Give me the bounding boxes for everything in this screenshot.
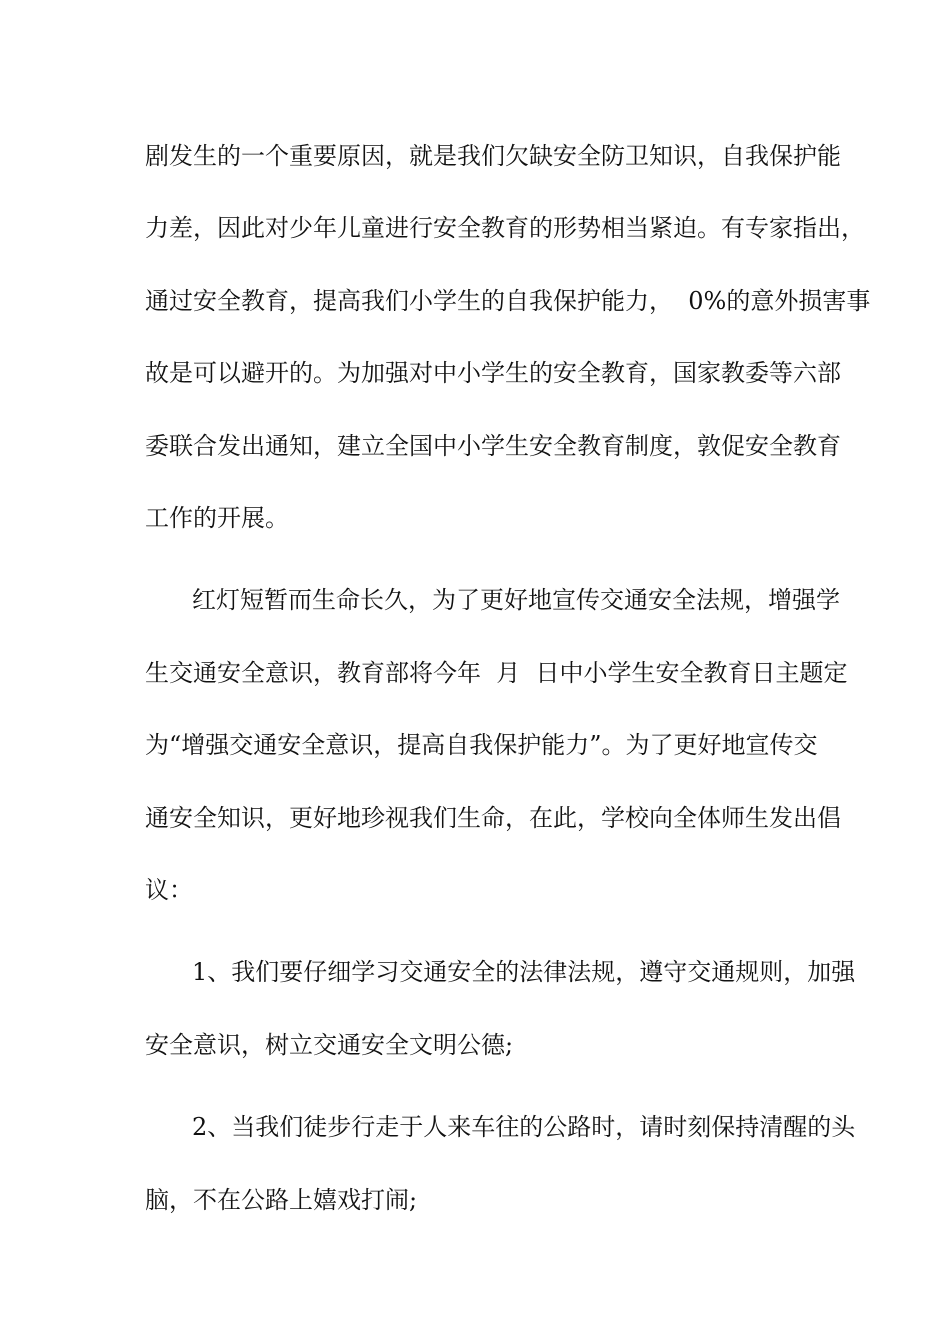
text-line-4: 故是可以避开的。为加强对中小学生的安全教育，国家教委等六部 [145, 359, 841, 387]
text-line-11: 议： [145, 876, 193, 904]
text-line-6: 工作的开展。 [145, 504, 289, 532]
text-line-9: 为“增强交通安全意识，提高自我保护能力”。为了更好地宣传交 [145, 731, 818, 759]
text-line-1: 剧发生的一个重要原因，就是我们欠缺安全防卫知识，自我保护能 [145, 142, 841, 170]
text-line-8: 生交通安全意识，教育部将今年 月 日中小学生安全教育日主题定 [145, 659, 848, 687]
text-line-2: 力差，因此对少年儿童进行安全教育的形势相当紧迫。有专家指出， [145, 214, 865, 242]
text-line-3: 通过安全教育，提高我们小学生的自我保护能力， 0%的意外损害事 [145, 287, 871, 315]
text-line-10: 通安全知识，更好地珍视我们生命，在此，学校向全体师生发出倡 [145, 804, 841, 832]
list-item-1-line-2: 安全意识，树立交通安全文明公德; [145, 1031, 514, 1059]
list-item-2-line-1: 2、当我们徒步行走于人来车往的公路时，请时刻保持清醒的头 [192, 1113, 856, 1141]
text-line-5: 委联合发出通知，建立全国中小学生安全教育制度，敦促安全教育 [145, 432, 841, 460]
paragraph-start-line: 红灯短暂而生命长久，为了更好地宣传交通安全法规，增强学 [192, 586, 840, 614]
list-item-2-line-2: 脑，不在公路上嬉戏打闹; [145, 1186, 418, 1214]
list-item-1-line-1: 1、我们要仔细学习交通安全的法律法规，遵守交通规则，加强 [192, 958, 856, 986]
